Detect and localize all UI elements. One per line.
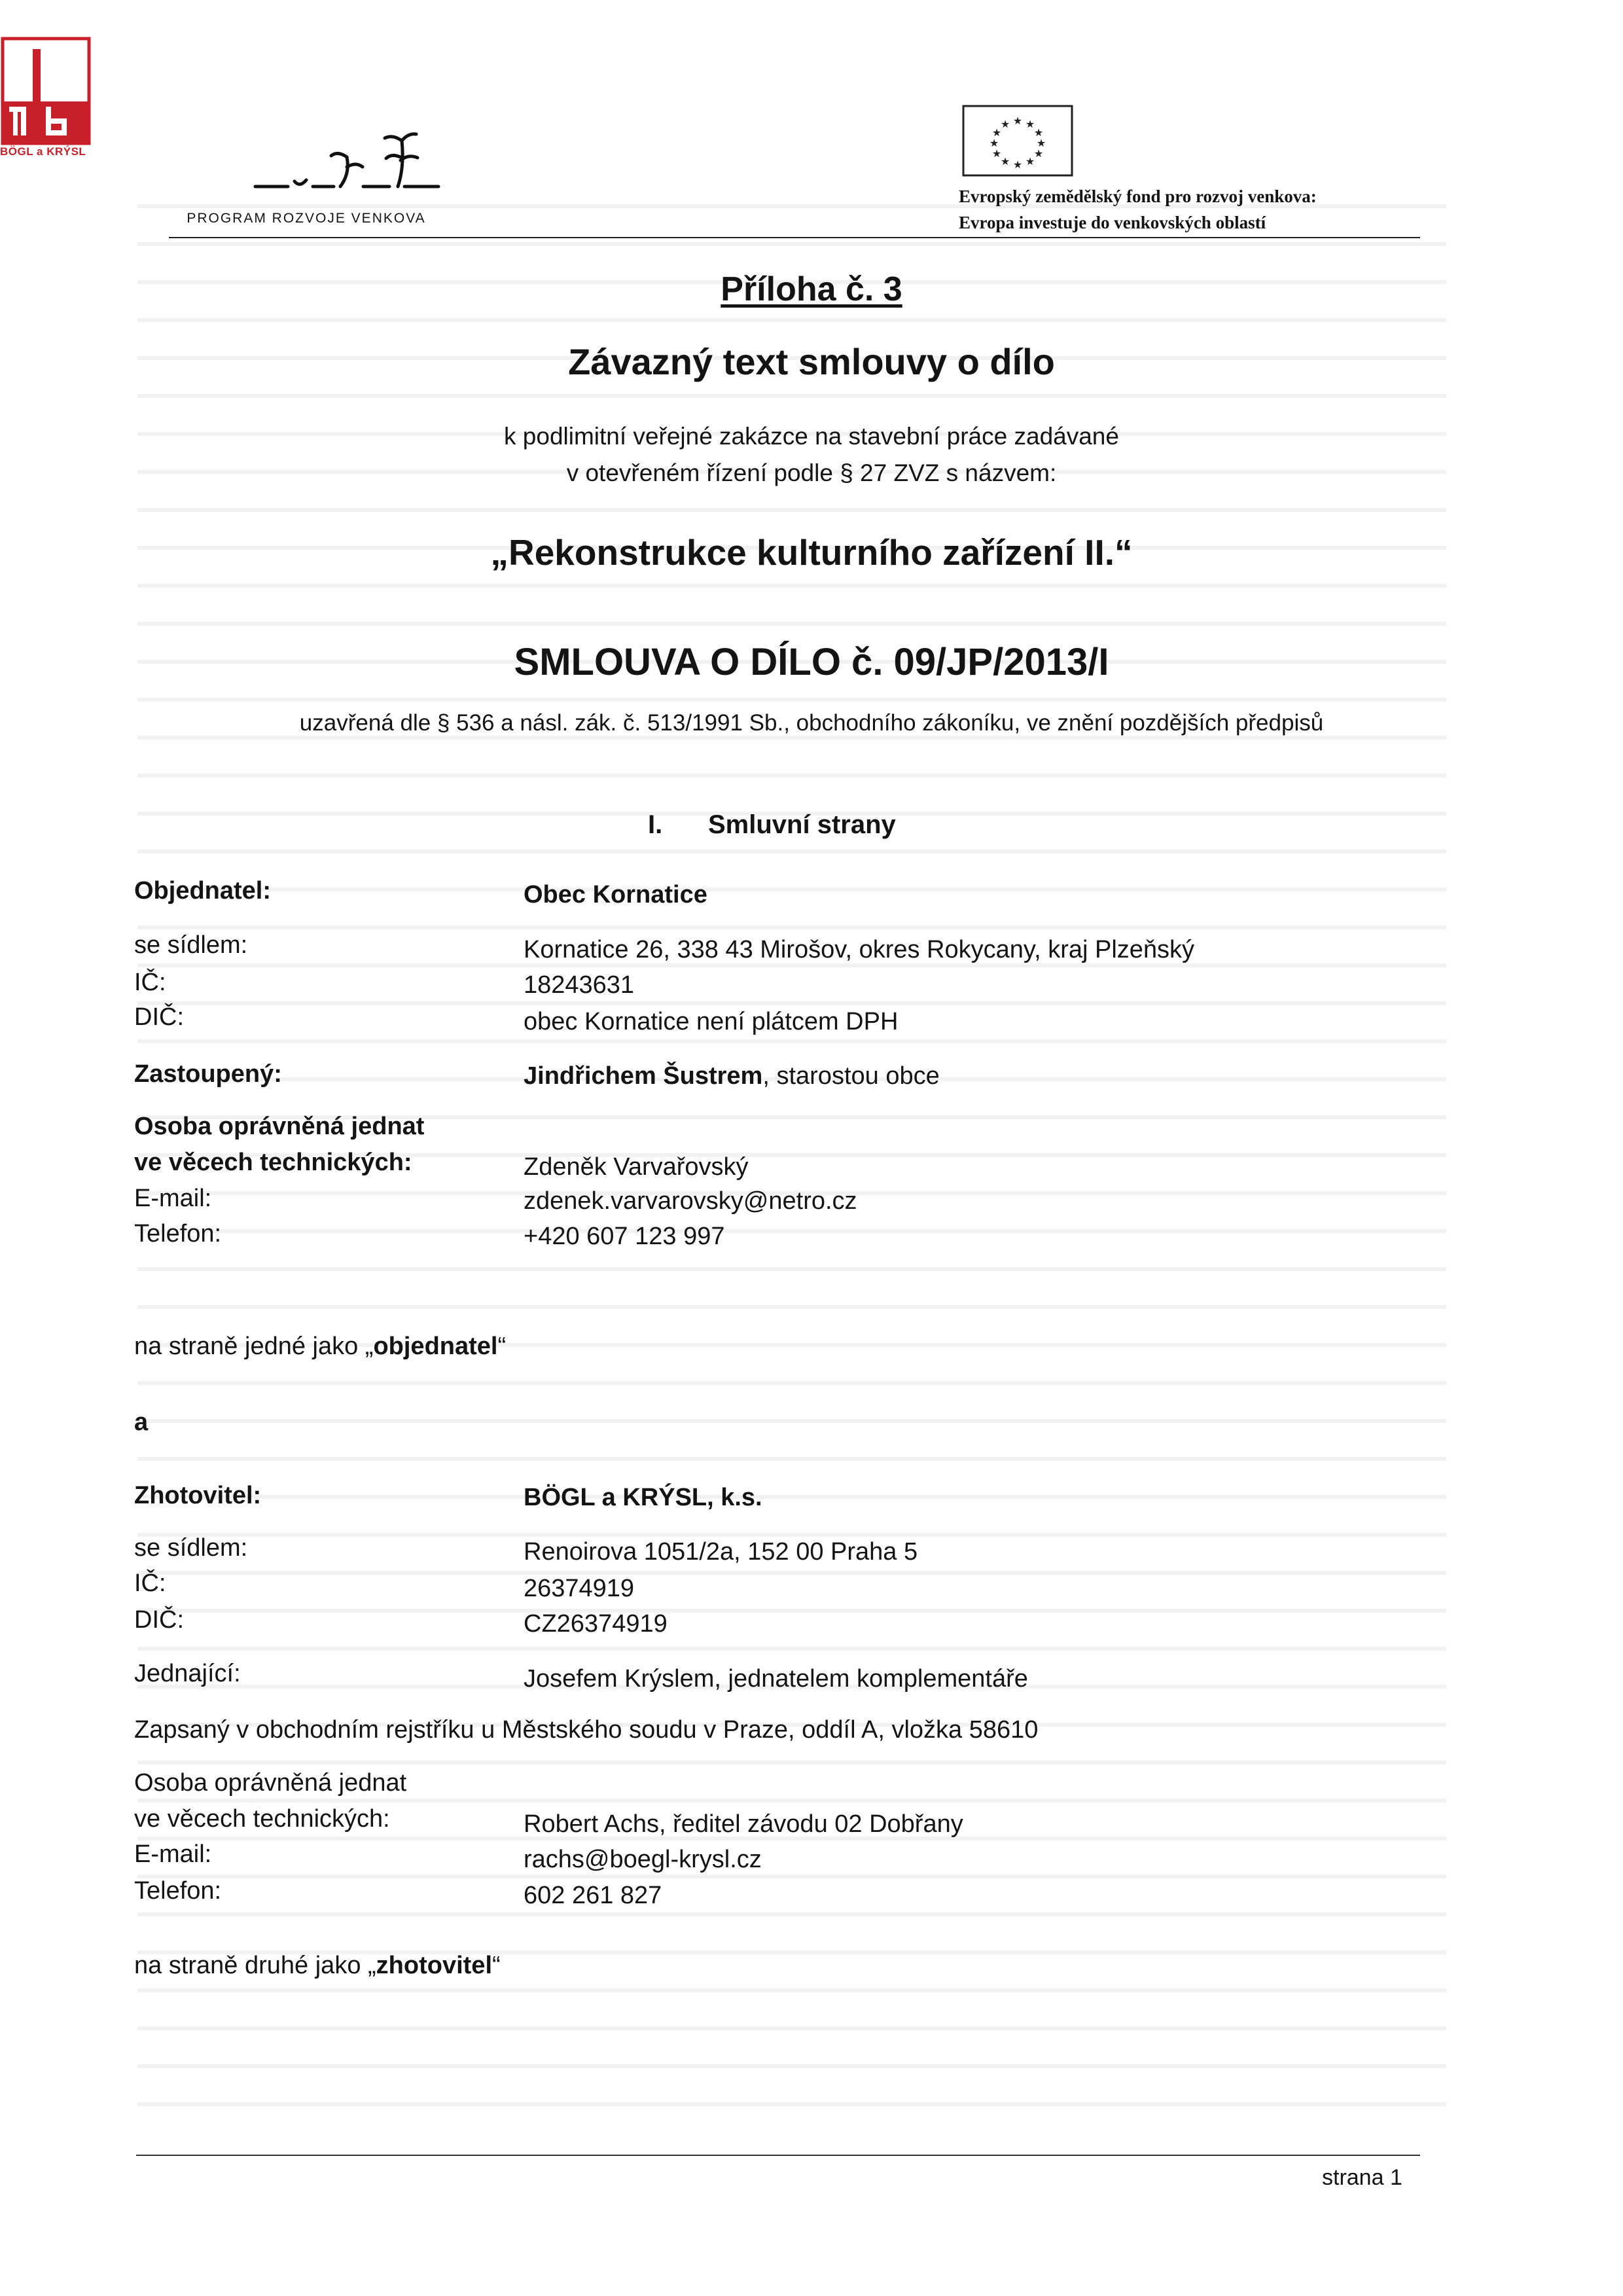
- section-number: I.: [648, 810, 663, 839]
- objednatel-tech-label-2: ve věcech technických:: [134, 1149, 412, 1176]
- zhotovitel-label: Zhotovitel:: [134, 1482, 262, 1509]
- svg-text:★: ★: [1025, 155, 1035, 168]
- zhotovitel-side-prefix: na straně druhé jako „: [134, 1952, 376, 1979]
- objednatel-side-prefix: na straně jedné jako „: [134, 1333, 374, 1360]
- program-rozvoje-venkova-logo: [249, 121, 445, 203]
- objednatel-tech-label-1: Osoba oprávněná jednat: [134, 1113, 425, 1140]
- main-title: Závazný text smlouvy o dílo: [568, 341, 1055, 382]
- svg-text:★: ★: [1012, 158, 1023, 171]
- svg-text:★: ★: [1000, 155, 1010, 168]
- zhotovitel-side-role: zhotovitel: [376, 1952, 492, 1979]
- objednatel-email-label: E-mail:: [134, 1185, 212, 1212]
- project-name: „Rekonstrukce kulturního zařízení II.“: [490, 532, 1133, 573]
- boegl-krysl-logo: [0, 36, 92, 154]
- svg-text:★: ★: [1025, 118, 1035, 130]
- zhotovitel-phone-label: Telefon:: [134, 1877, 222, 1905]
- objednatel-dic-label: DIČ:: [134, 1003, 184, 1031]
- objednatel-rep-label: Zastoupený:: [134, 1060, 282, 1088]
- contract-title: SMLOUVA O DÍLO č. 09/JP/2013/I: [514, 641, 1109, 683]
- objednatel-phone: +420 607 123 997: [524, 1223, 725, 1250]
- zhotovitel-tech-label-2: ve věcech technických:: [134, 1805, 390, 1833]
- objednatel-ic: 18243631: [524, 971, 635, 999]
- zhotovitel-ic: 26374919: [524, 1575, 635, 1602]
- section-title: Smluvní strany: [708, 810, 896, 839]
- zhotovitel-seat-label: se sídlem:: [134, 1534, 248, 1562]
- svg-text:★: ★: [991, 147, 1002, 160]
- annex-title: Příloha č. 3: [721, 270, 902, 308]
- zhotovitel-email-label: E-mail:: [134, 1840, 212, 1868]
- objednatel-seat-label: se sídlem:: [134, 931, 248, 959]
- eu-flag-icon: [962, 105, 1073, 177]
- zhotovitel-rep-label: Jednající:: [134, 1660, 241, 1687]
- objednatel-phone-label: Telefon:: [134, 1220, 222, 1247]
- objednatel-dic: obec Kornatice není plátcem DPH: [524, 1008, 899, 1035]
- subtitle-line-1: k podlimitní veřejné zakázce na stavební práce zadávané: [504, 423, 1119, 450]
- conjunction-a: a: [134, 1408, 149, 1436]
- zhotovitel-dic: CZ26374919: [524, 1610, 668, 1638]
- objednatel-rep-name: Jindřichem Šustrem: [524, 1062, 763, 1090]
- stamp-text: BÖGL a KRÝSL: [0, 145, 86, 158]
- zhotovitel-rep: Josefem Krýslem, jednatelem komplementáře: [524, 1665, 1028, 1693]
- zhotovitel-dic-label: DIČ:: [134, 1606, 184, 1634]
- objednatel-name: Obec Kornatice: [524, 881, 707, 908]
- zhotovitel-ic-label: IČ:: [134, 1570, 166, 1597]
- zhotovitel-tech-label-1: Osoba oprávněná jednat: [134, 1769, 407, 1797]
- objednatel-seat: Kornatice 26, 338 43 Mirošov, okres Rokycany, kraj Plzeňský: [524, 936, 1195, 963]
- objednatel-tech-person: Zdeněk Varvařovský: [524, 1153, 749, 1181]
- svg-text:★: ★: [1000, 118, 1010, 130]
- zhotovitel-seat: Renoirova 1051/2a, 152 00 Praha 5: [524, 1538, 918, 1566]
- objednatel-side-role: objednatel: [373, 1333, 498, 1360]
- header-rule: [169, 237, 1420, 238]
- zhotovitel-name: BÖGL a KRÝSL, k.s.: [524, 1484, 762, 1511]
- objednatel-rep: [524, 1062, 940, 1090]
- footer-rule: [136, 2155, 1420, 2156]
- eu-fund-line: Evropský zemědělský fond pro rozvoj venkova:: [959, 187, 1317, 206]
- zhotovitel-phone: 602 261 827: [524, 1882, 662, 1909]
- objednatel-email: zdenek.varvarovsky@netro.cz: [524, 1187, 857, 1215]
- program-label: PROGRAM ROZVOJE VENKOVA: [187, 211, 426, 226]
- svg-text:★: ★: [1033, 147, 1044, 160]
- svg-text:★: ★: [1033, 126, 1044, 139]
- zhotovitel-email: rachs@boegl-krysl.cz: [524, 1846, 762, 1873]
- objednatel-label: Objednatel:: [134, 877, 272, 905]
- concluded-under: uzavřená dle § 536 a násl. zák. č. 513/1991 Sb., obchodního zákoníku, ve znění pozdějších předpisů: [299, 710, 1324, 736]
- page-number: strana 1: [1322, 2165, 1402, 2190]
- subtitle-line-2: v otevřeném řízení podle § 27 ZVZ s názvem:: [566, 459, 1057, 486]
- zhotovitel-register: Zapsaný v obchodním rejstříku u Městského soudu v Praze, oddíl A, vložka 58610: [134, 1716, 1039, 1744]
- zhotovitel-tech-person: Robert Achs, ředitel závodu 02 Dobřany: [524, 1810, 963, 1838]
- eu-invest-line: Evropa investuje do venkovských oblastí: [959, 213, 1266, 232]
- svg-text:★: ★: [989, 137, 999, 149]
- svg-text:★: ★: [1012, 115, 1023, 127]
- zhotovitel-side-suffix: “: [492, 1952, 501, 1979]
- zhotovitel-side: [134, 1952, 501, 1980]
- objednatel-side: [134, 1333, 506, 1361]
- objednatel-rep-role: , starostou obce: [762, 1062, 940, 1090]
- section-heading: [648, 810, 896, 840]
- objednatel-ic-label: IČ:: [134, 969, 166, 996]
- svg-text:★: ★: [1036, 137, 1046, 149]
- svg-text:★: ★: [991, 126, 1002, 139]
- objednatel-side-suffix: “: [497, 1333, 507, 1360]
